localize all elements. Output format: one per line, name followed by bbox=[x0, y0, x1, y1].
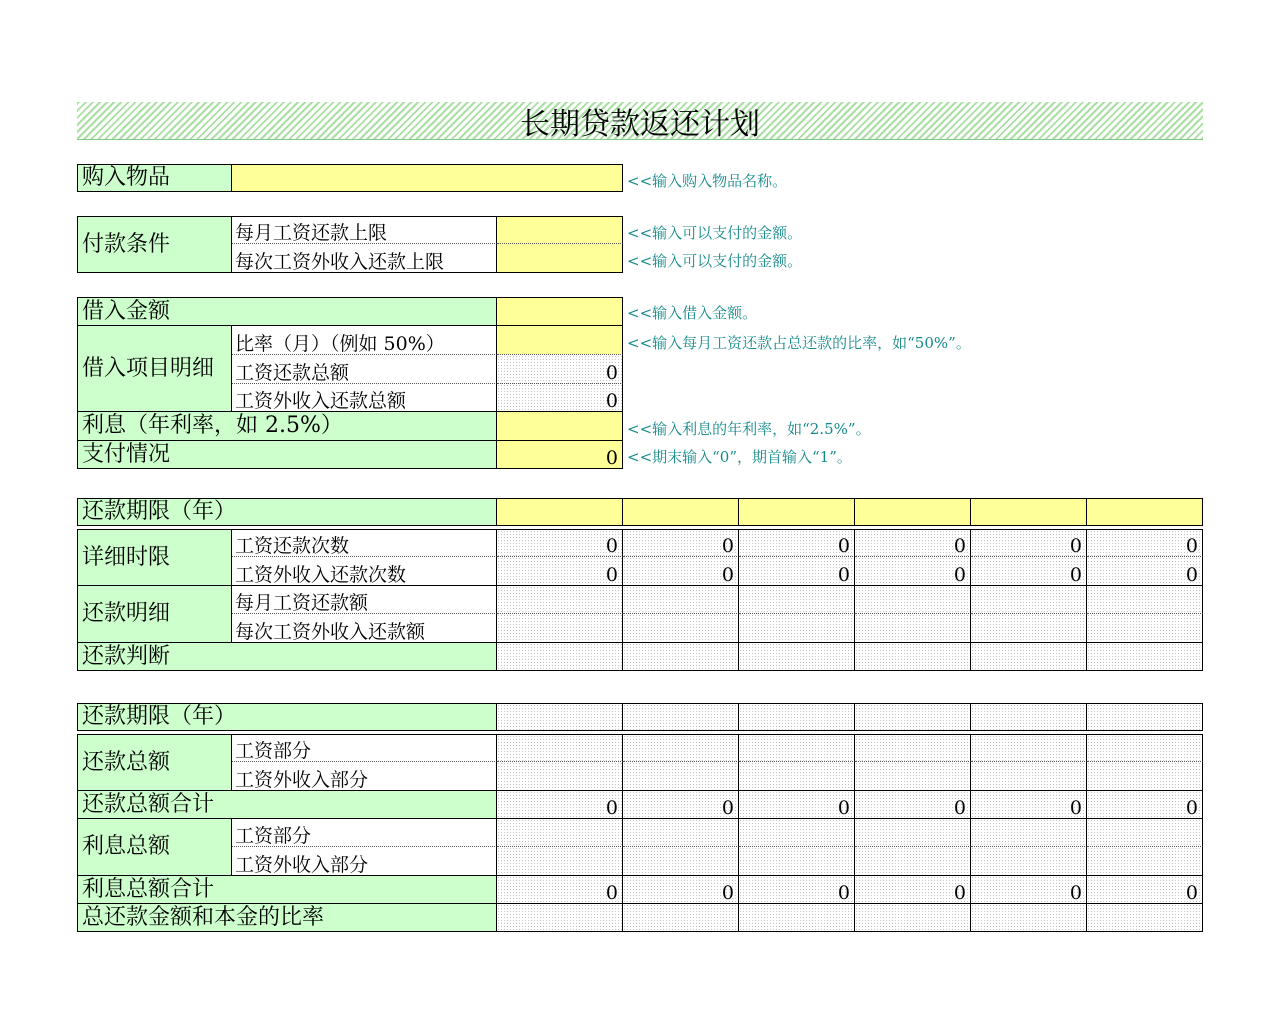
t2-interest-extra-4 bbox=[855, 847, 971, 876]
t2-extra-part-3 bbox=[739, 762, 855, 791]
t1-extra-count-6: 0 bbox=[1087, 557, 1203, 586]
interest-rate-hint: <<输入利息的年利率，如“2.5%”。 bbox=[627, 420, 871, 438]
purchase-input[interactable] bbox=[232, 164, 623, 192]
t2-total-label: 还款总额 bbox=[77, 734, 232, 791]
t2-period-6 bbox=[1087, 703, 1203, 731]
t1-salary-count-6: 0 bbox=[1087, 529, 1203, 557]
t2-interest-salary-4 bbox=[855, 819, 971, 847]
t1-judge-3 bbox=[739, 643, 855, 671]
t1-judge-5 bbox=[971, 643, 1087, 671]
t1-period-label: 还款期限（年） bbox=[77, 498, 497, 526]
t2-interest-extra-label: 工资外收入部分 bbox=[232, 847, 497, 876]
purchase-label: 购入物品 bbox=[77, 164, 232, 192]
t2-extra-part-5 bbox=[971, 762, 1087, 791]
borrow-amount-input[interactable] bbox=[497, 297, 623, 326]
t2-interest-sum-1: 0 bbox=[497, 876, 623, 904]
t1-salary-count-1: 0 bbox=[497, 529, 623, 557]
interest-rate-input[interactable] bbox=[497, 412, 623, 441]
t1-salary-count-3: 0 bbox=[739, 529, 855, 557]
borrow-amount-label: 借入金额 bbox=[77, 297, 497, 326]
t2-salary-part-1 bbox=[497, 734, 623, 762]
t1-period-input-1[interactable] bbox=[497, 498, 623, 526]
interest-rate-label: 利息（年利率，如 2.5%） bbox=[77, 412, 497, 441]
t2-interest-extra-2 bbox=[623, 847, 739, 876]
t2-ratio-4 bbox=[855, 904, 971, 932]
t1-monthly-4 bbox=[855, 586, 971, 614]
salary-total-value: 0 bbox=[497, 355, 623, 384]
t1-salary-count-5: 0 bbox=[971, 529, 1087, 557]
payment-terms-label: 付款条件 bbox=[77, 216, 232, 273]
t2-interest-salary-5 bbox=[971, 819, 1087, 847]
t2-period-3 bbox=[739, 703, 855, 731]
extra-total-value: 0 bbox=[497, 384, 623, 412]
ratio-label: 比率（月）（例如 50%） bbox=[232, 326, 497, 355]
title-band bbox=[77, 102, 1203, 140]
t1-extra-count-5: 0 bbox=[971, 557, 1087, 586]
t1-per-extra-5 bbox=[971, 614, 1087, 643]
t2-interest-extra-6 bbox=[1087, 847, 1203, 876]
t2-total-sum-2: 0 bbox=[623, 791, 739, 819]
t1-extra-count-3: 0 bbox=[739, 557, 855, 586]
t1-salary-count-2: 0 bbox=[623, 529, 739, 557]
t2-total-sum-3: 0 bbox=[739, 791, 855, 819]
salary-limit-hint: <<输入可以支付的金额。 bbox=[627, 224, 803, 242]
t1-per-extra-6 bbox=[1087, 614, 1203, 643]
t2-salary-part-2 bbox=[623, 734, 739, 762]
t2-period-4 bbox=[855, 703, 971, 731]
borrow-amount-hint: <<输入借入金额。 bbox=[627, 304, 758, 322]
t2-interest-sum-4: 0 bbox=[855, 876, 971, 904]
payment-status-hint: <<期末输入“0”，期首输入“1”。 bbox=[627, 448, 852, 466]
t1-per-extra-3 bbox=[739, 614, 855, 643]
t1-extra-count-1: 0 bbox=[497, 557, 623, 586]
t2-interest-salary-1 bbox=[497, 819, 623, 847]
borrow-detail-label: 借入项目明细 bbox=[77, 326, 232, 412]
extra-limit-hint: <<输入可以支付的金额。 bbox=[627, 252, 803, 270]
t2-interest-sum-label: 利息总额合计 bbox=[77, 876, 497, 904]
t1-monthly-6 bbox=[1087, 586, 1203, 614]
t2-interest-sum-3: 0 bbox=[739, 876, 855, 904]
t2-total-sum-5: 0 bbox=[971, 791, 1087, 819]
salary-total-label: 工资还款总额 bbox=[232, 355, 497, 384]
t2-extra-part-4 bbox=[855, 762, 971, 791]
salary-limit-input[interactable] bbox=[497, 216, 623, 244]
t1-period-input-3[interactable] bbox=[739, 498, 855, 526]
t2-extra-part-6 bbox=[1087, 762, 1203, 791]
t1-salary-count-4: 0 bbox=[855, 529, 971, 557]
t2-interest-extra-3 bbox=[739, 847, 855, 876]
t2-interest-extra-5 bbox=[971, 847, 1087, 876]
t2-ratio-label: 总还款金额和本金的比率 bbox=[77, 904, 497, 932]
t2-extra-part-label: 工资外收入部分 bbox=[232, 762, 497, 791]
t2-salary-part-3 bbox=[739, 734, 855, 762]
t1-period-input-5[interactable] bbox=[971, 498, 1087, 526]
extra-limit-label: 每次工资外收入还款上限 bbox=[232, 244, 497, 273]
t2-interest-label: 利息总额 bbox=[77, 819, 232, 876]
t2-interest-salary-2 bbox=[623, 819, 739, 847]
t2-interest-salary-3 bbox=[739, 819, 855, 847]
t1-monthly-2 bbox=[623, 586, 739, 614]
t1-per-extra-4 bbox=[855, 614, 971, 643]
t1-per-extra-2 bbox=[623, 614, 739, 643]
t2-ratio-2 bbox=[623, 904, 739, 932]
t2-salary-part-4 bbox=[855, 734, 971, 762]
extra-limit-input[interactable] bbox=[497, 244, 623, 273]
ratio-input[interactable] bbox=[497, 326, 623, 355]
t1-period-input-2[interactable] bbox=[623, 498, 739, 526]
t2-interest-sum-2: 0 bbox=[623, 876, 739, 904]
t2-period-label: 还款期限（年） bbox=[77, 703, 497, 731]
t1-monthly-3 bbox=[739, 586, 855, 614]
t1-repay-detail-label: 还款明细 bbox=[77, 586, 232, 643]
t1-extra-count-4: 0 bbox=[855, 557, 971, 586]
t2-total-sum-1: 0 bbox=[497, 791, 623, 819]
t1-per-extra-1 bbox=[497, 614, 623, 643]
t2-salary-part-5 bbox=[971, 734, 1087, 762]
extra-total-label: 工资外收入还款总额 bbox=[232, 384, 497, 412]
t1-per-extra-label: 每次工资外收入还款额 bbox=[232, 614, 497, 643]
t2-interest-extra-1 bbox=[497, 847, 623, 876]
purchase-hint: <<输入购入物品名称。 bbox=[627, 172, 788, 190]
t1-judge-1 bbox=[497, 643, 623, 671]
t1-monthly-5 bbox=[971, 586, 1087, 614]
t2-total-sum-6: 0 bbox=[1087, 791, 1203, 819]
t2-ratio-1 bbox=[497, 904, 623, 932]
t2-period-1 bbox=[497, 703, 623, 731]
t2-interest-sum-6: 0 bbox=[1087, 876, 1203, 904]
t1-period-input-6[interactable] bbox=[1087, 498, 1203, 526]
ratio-hint: <<输入每月工资还款占总还款的比率，如“50%”。 bbox=[627, 334, 971, 352]
t2-total-sum-label: 还款总额合计 bbox=[77, 791, 497, 819]
t2-extra-part-2 bbox=[623, 762, 739, 791]
t2-ratio-3 bbox=[739, 904, 855, 932]
t1-monthly-label: 每月工资还款额 bbox=[232, 586, 497, 614]
t2-interest-salary-label: 工资部分 bbox=[232, 819, 497, 847]
t1-extra-count-label: 工资外收入还款次数 bbox=[232, 557, 497, 586]
payment-status-label: 支付情况 bbox=[77, 441, 497, 469]
salary-limit-label: 每月工资还款上限 bbox=[232, 216, 497, 244]
t2-extra-part-1 bbox=[497, 762, 623, 791]
t2-period-5 bbox=[971, 703, 1087, 731]
t2-interest-sum-5: 0 bbox=[971, 876, 1087, 904]
t2-period-2 bbox=[623, 703, 739, 731]
t2-salary-part-label: 工资部分 bbox=[232, 734, 497, 762]
t2-ratio-5 bbox=[971, 904, 1087, 932]
t1-detail-label: 详细时限 bbox=[77, 529, 232, 586]
page-title: 长期贷款返还计划 bbox=[520, 106, 760, 142]
t1-extra-count-2: 0 bbox=[623, 557, 739, 586]
t2-salary-part-6 bbox=[1087, 734, 1203, 762]
t1-judge-4 bbox=[855, 643, 971, 671]
t1-judge-2 bbox=[623, 643, 739, 671]
t1-salary-count-label: 工资还款次数 bbox=[232, 529, 497, 557]
t1-judge-6 bbox=[1087, 643, 1203, 671]
t1-period-input-4[interactable] bbox=[855, 498, 971, 526]
t1-judge-label: 还款判断 bbox=[77, 643, 497, 671]
t2-total-sum-4: 0 bbox=[855, 791, 971, 819]
t2-ratio-6 bbox=[1087, 904, 1203, 932]
t1-monthly-1 bbox=[497, 586, 623, 614]
t2-interest-salary-6 bbox=[1087, 819, 1203, 847]
payment-status-input[interactable]: 0 bbox=[497, 441, 623, 469]
